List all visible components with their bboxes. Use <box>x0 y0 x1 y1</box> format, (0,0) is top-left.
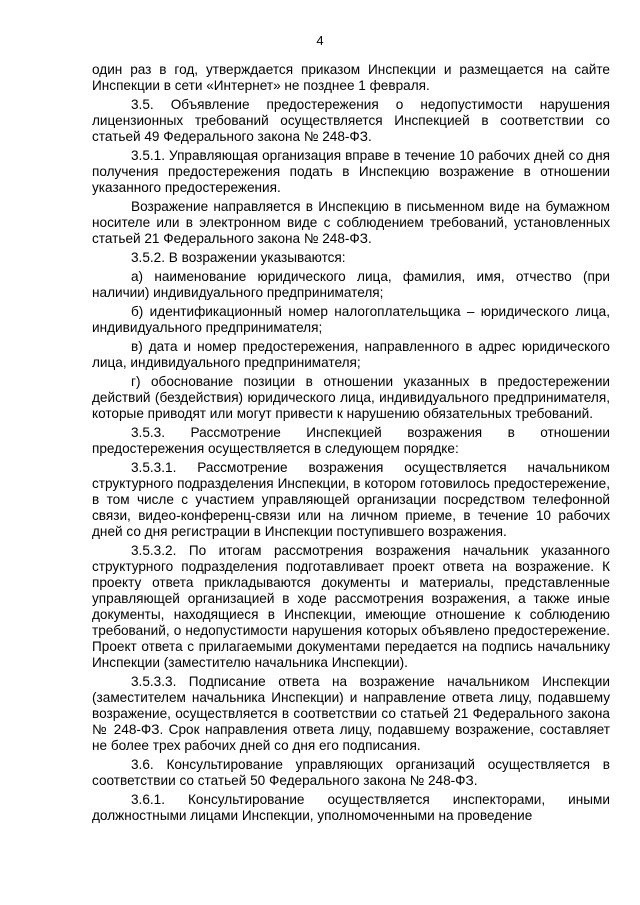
document-body <box>92 62 610 827</box>
paragraph-3-6: 3.6. Консультирование управляющих организаций осуществляется в соответствии со статьей 50 Федерального закона № 248-ФЗ. <box>92 757 610 788</box>
list-item-b: б) идентификационный номер налогоплательщика – юридического лица, индивидуального предпринимателя; <box>92 304 610 335</box>
paragraph-3-5-2: 3.5.2. В возражении указываются: <box>131 250 346 265</box>
paragraph-objection-form: Возражение направляется в Инспекцию в письменном виде на бумажном носителе или в электронном виде с соблюдением требований, установленных статьей 21 Федерального закона № 248-ФЗ. <box>92 199 610 246</box>
paragraph-3-5: 3.5. Объявление предостережения о недопустимости нарушения лицензионных требований осуществляется Инспекцией в соответствии со статьей 49 Федерального закона № 248-ФЗ. <box>92 97 610 144</box>
list-item-g: г) обоснование позиции в отношении указанных в предостережении действий (бездействия) юридического лица, индивидуального предпринимателя, которые приводят или могут привести к нарушению обязательных требований. <box>92 374 610 421</box>
paragraph-3-5-3-1: 3.5.3.1. Рассмотрение возражения осуществляется начальником структурного подразделения Инспекции, в котором готовилось предостережение, в том числе с участием управляющей организации посредством телефонной связи, видео-конференц-связи или на личном приеме, в течение 10 рабочих дней со дня регистрации в Инспекции поступившего возражения. <box>92 460 610 539</box>
page-number: 4 <box>316 33 324 48</box>
paragraph-3-5-1: 3.5.1. Управляющая организация вправе в течение 10 рабочих дней со дня получения предостережения подать в Инспекцию возражение в отношении указанного предостережения. <box>92 148 610 195</box>
list-item-a: а) наименование юридического лица, фамилия, имя, отчество (при наличии) индивидуального предпринимателя; <box>92 269 610 300</box>
paragraph-continuation: один раз в год, утверждается приказом Инспекции и размещается на сайте Инспекции в сети «Интернет» не позднее 1 февраля. <box>92 62 610 93</box>
paragraph-3-6-1: 3.6.1. Консультирование осуществляется инспекторами, иными должностными лицами Инспекции, уполномоченными на проведение <box>92 792 610 823</box>
paragraph-3-5-3-3: 3.5.3.3. Подписание ответа на возражение начальником Инспекции (заместителем начальника Инспекции) и направление ответа лицу, подавшему возражение, осуществляется в соответствии со статьей 21 Федерального закона № 248-ФЗ. Срок направления ответа лицу, подавшему возражение, составляет не более трех рабочих дней со дня его подписания. <box>92 674 610 753</box>
paragraph-3-5-3: 3.5.3. Рассмотрение Инспекцией возражения в отношении предостережения осуществляется в следующем порядке: <box>92 425 610 456</box>
paragraph-3-5-3-2: 3.5.3.2. По итогам рассмотрения возражения начальник указанного структурного подразделения подготавливает проект ответа на возражение. К проекту ответа прикладываются документы и материалы, представленные управляющей организацией в ходе рассмотрения возражения, а также иные документы, находящиеся в Инспекции, имеющие отношение к соблюдению требований, о недопустимости нарушения которых объявлено предостережение. Проект ответа с прилагаемыми документами передается на подпись начальнику Инспекции (заместителю начальника Инспекции). <box>92 543 610 670</box>
list-item-v: в) дата и номер предостережения, направленного в адрес юридического лица, индивидуального предпринимателя; <box>92 339 610 370</box>
